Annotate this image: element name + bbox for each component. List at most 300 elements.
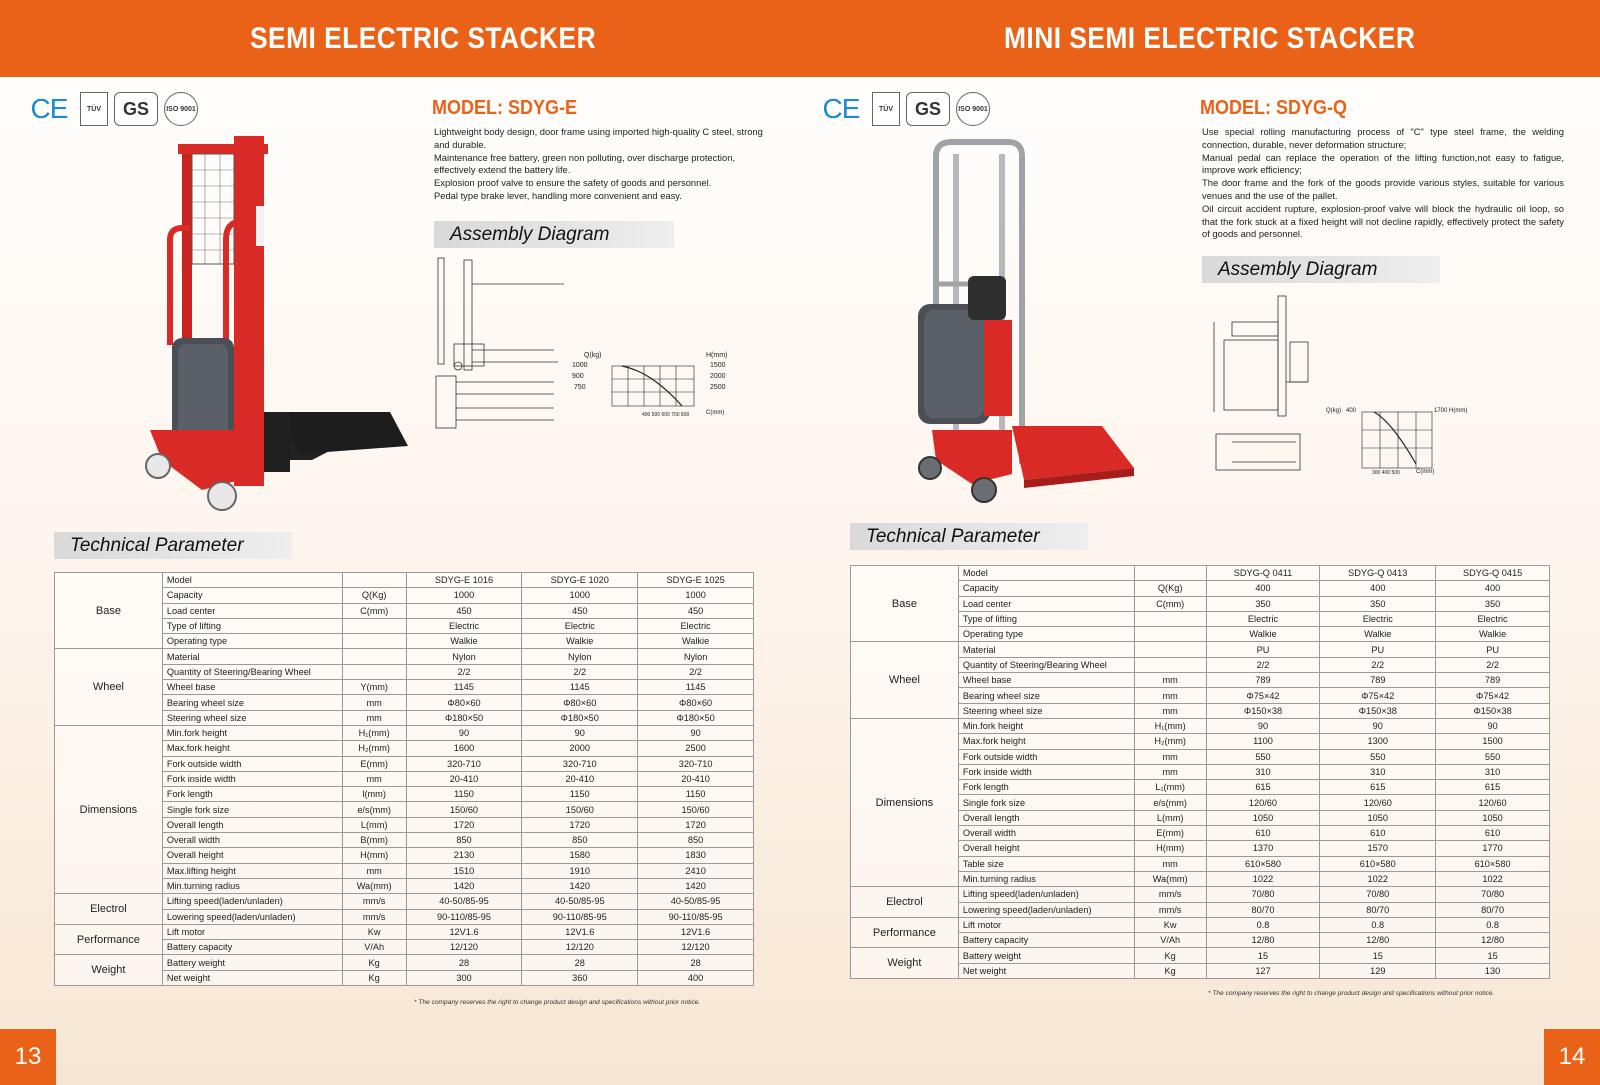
value-cell: 40-50/85-95	[638, 894, 754, 909]
value-cell: 550	[1436, 749, 1550, 764]
value-cell: 300	[406, 970, 522, 985]
value-cell: 350	[1436, 596, 1550, 611]
value-cell: 789	[1436, 673, 1550, 688]
unit-cell: mm/s	[342, 894, 406, 909]
value-cell: 1100	[1206, 734, 1320, 749]
load-chart-q-label: Q(kg)	[1326, 408, 1341, 414]
value-cell: 450	[522, 603, 638, 618]
value-cell: 90-110/85-95	[522, 909, 638, 924]
param-cell: Lowering speed(laden/unladen)	[958, 902, 1134, 917]
value-cell: 1420	[638, 878, 754, 893]
value-cell: 12V1.6	[406, 924, 522, 939]
value-cell: 1050	[1436, 810, 1550, 825]
tuv-mark-icon: TÜV	[80, 92, 108, 126]
unit-cell: Kg	[1134, 963, 1206, 978]
load-chart-q-label: Q(kg)	[584, 352, 602, 359]
value-cell: 70/80	[1320, 887, 1436, 902]
param-cell: Lowering speed(laden/unladen)	[162, 909, 342, 924]
value-cell: PU	[1320, 642, 1436, 657]
unit-cell: Kg	[1134, 948, 1206, 963]
value-cell: 310	[1320, 764, 1436, 779]
param-cell: Lift motor	[958, 917, 1134, 932]
param-cell: Fork inside width	[162, 771, 342, 786]
value-cell: 12/120	[406, 940, 522, 955]
unit-cell: Kg	[342, 955, 406, 970]
value-cell: Φ80×60	[406, 695, 522, 710]
param-cell: Fork outside width	[958, 749, 1134, 764]
unit-cell: Q(Kg)	[1134, 581, 1206, 596]
value-cell: SDYG-Q 0415	[1436, 566, 1550, 581]
value-cell: 1000	[638, 588, 754, 603]
param-cell: Battery capacity	[958, 933, 1134, 948]
description-line: Oil circuit accident rupture, explosion-proof valve will block the hydraulic oil loop, so that the fork stuck at a fixed height will not decline rapidly, effectively protect the safety of goods and personnel.	[1202, 202, 1564, 240]
right-cert-row	[816, 92, 990, 126]
value-cell: 320-710	[522, 756, 638, 771]
value-cell: Nylon	[406, 649, 522, 664]
value-cell: 2/2	[1320, 657, 1436, 672]
value-cell: 90-110/85-95	[638, 909, 754, 924]
value-cell: 1050	[1206, 810, 1320, 825]
value-cell: 129	[1320, 963, 1436, 978]
param-cell: Lift motor	[162, 924, 342, 939]
value-cell: 2/2	[638, 664, 754, 679]
group-cell: Dimensions	[851, 718, 959, 886]
value-cell: 70/80	[1436, 887, 1550, 902]
param-cell: Capacity	[958, 581, 1134, 596]
value-cell: 1145	[638, 680, 754, 695]
value-cell: 550	[1320, 749, 1436, 764]
unit-cell: mm	[342, 863, 406, 878]
left-assembly-diagram-label: Assembly Diagram	[434, 221, 674, 248]
param-cell: Capacity	[162, 588, 342, 603]
value-cell: 1022	[1206, 871, 1320, 886]
unit-cell: mm	[1134, 856, 1206, 871]
load-chart-h-label: 1700 H(mm)	[1434, 408, 1468, 414]
ce-mark-icon: CE	[30, 93, 68, 124]
group-cell: Base	[851, 566, 959, 642]
unit-cell	[1134, 657, 1206, 672]
value-cell: 120/60	[1436, 795, 1550, 810]
description-line: Manual pedal can replace the operation of the lifting function,not easy to fatigue, improve work efficiency;	[1202, 151, 1564, 176]
param-cell: Min.turning radius	[958, 871, 1134, 886]
param-cell: Single fork size	[162, 802, 342, 817]
param-cell: Overall height	[958, 841, 1134, 856]
unit-cell	[1134, 627, 1206, 642]
param-cell: Overall length	[162, 817, 342, 832]
value-cell: 1570	[1320, 841, 1436, 856]
value-cell: 1830	[638, 848, 754, 863]
value-cell: 1145	[406, 680, 522, 695]
table-row	[55, 725, 754, 740]
param-cell: Overall height	[162, 848, 342, 863]
value-cell: 610×580	[1206, 856, 1320, 871]
unit-cell: mm	[342, 710, 406, 725]
value-cell: 1720	[638, 817, 754, 832]
value-cell: 90	[1206, 718, 1320, 733]
param-cell: Model	[162, 573, 342, 588]
value-cell: Φ75×42	[1320, 688, 1436, 703]
value-cell: 90-110/85-95	[406, 909, 522, 924]
value-cell: 789	[1206, 673, 1320, 688]
value-cell: 450	[638, 603, 754, 618]
param-cell: Steering wheel size	[162, 710, 342, 725]
value-cell: 90	[406, 725, 522, 740]
value-cell: 400	[638, 970, 754, 985]
unit-cell: H₂(mm)	[1134, 734, 1206, 749]
param-cell: Min.turning radius	[162, 878, 342, 893]
value-cell: 615	[1320, 780, 1436, 795]
param-cell: Table size	[958, 856, 1134, 871]
param-cell: Battery capacity	[162, 940, 342, 955]
unit-cell: E(mm)	[1134, 826, 1206, 841]
value-cell: SDYG-E 1020	[522, 573, 638, 588]
right-load-chart	[1326, 404, 1468, 480]
unit-cell	[342, 664, 406, 679]
group-cell: Electrol	[55, 894, 163, 925]
param-cell: Quantity of Steering/Bearing Wheel	[162, 664, 342, 679]
value-cell: 20-410	[522, 771, 638, 786]
value-cell: PU	[1206, 642, 1320, 657]
param-cell: Single fork size	[958, 795, 1134, 810]
value-cell: 1022	[1320, 871, 1436, 886]
value-cell: 400	[1320, 581, 1436, 596]
param-cell: Type of lifting	[162, 618, 342, 633]
param-cell: Quantity of Steering/Bearing Wheel	[958, 657, 1134, 672]
value-cell: 80/70	[1206, 902, 1320, 917]
value-cell: 1370	[1206, 841, 1320, 856]
value-cell: 150/60	[522, 802, 638, 817]
value-cell: 1050	[1320, 810, 1436, 825]
param-cell: Fork length	[958, 780, 1134, 795]
right-assembly-diagram-label: Assembly Diagram	[1202, 256, 1440, 283]
value-cell: 150/60	[638, 802, 754, 817]
value-cell: 2/2	[522, 664, 638, 679]
value-cell: Electric	[1436, 611, 1550, 626]
value-cell: Electric	[638, 618, 754, 633]
group-cell: Electrol	[851, 887, 959, 918]
table-row	[851, 718, 1550, 733]
value-cell: 1000	[406, 588, 522, 603]
value-cell: 0.8	[1436, 917, 1550, 932]
left-model-title: MODEL: SDYG-E	[432, 97, 578, 119]
table-row	[55, 924, 754, 939]
load-chart-c-label: C(mm)	[1416, 469, 1435, 475]
value-cell: 12/80	[1436, 933, 1550, 948]
unit-cell: l(mm)	[342, 787, 406, 802]
unit-cell: mm	[342, 771, 406, 786]
table-row	[55, 573, 754, 588]
value-cell: 1145	[522, 680, 638, 695]
value-cell: Walkie	[406, 634, 522, 649]
value-cell: 1770	[1436, 841, 1550, 856]
unit-cell: C(mm)	[342, 603, 406, 618]
group-cell: Performance	[55, 924, 163, 955]
value-cell: 400	[1206, 581, 1320, 596]
header-band	[0, 0, 1600, 77]
value-cell: 615	[1436, 780, 1550, 795]
unit-cell: H₁(mm)	[1134, 718, 1206, 733]
value-cell: 15	[1436, 948, 1550, 963]
unit-cell: mm	[1134, 688, 1206, 703]
param-cell: Model	[958, 566, 1134, 581]
value-cell: 610	[1206, 826, 1320, 841]
param-cell: Load center	[958, 596, 1134, 611]
table-row	[851, 642, 1550, 657]
value-cell: 850	[522, 833, 638, 848]
table-row	[55, 894, 754, 909]
value-cell: 90	[522, 725, 638, 740]
value-cell: Nylon	[638, 649, 754, 664]
value-cell: 80/70	[1436, 902, 1550, 917]
ce-mark-icon: CE	[822, 93, 860, 124]
load-chart-h-value: 2500	[710, 384, 726, 391]
param-cell: Type of lifting	[958, 611, 1134, 626]
load-chart-h-value: 1500	[710, 362, 726, 369]
left-footnote: * The company reserves the right to change product design and specifications without prior notice.	[414, 999, 701, 1006]
value-cell: 0.8	[1320, 917, 1436, 932]
value-cell: 310	[1206, 764, 1320, 779]
unit-cell: e/s(mm)	[342, 802, 406, 817]
group-cell: Weight	[851, 948, 959, 979]
value-cell: 40-50/85-95	[406, 894, 522, 909]
value-cell: Walkie	[1436, 627, 1550, 642]
param-cell: Fork inside width	[958, 764, 1134, 779]
value-cell: 28	[638, 955, 754, 970]
value-cell: 1600	[406, 741, 522, 756]
value-cell: 1000	[522, 588, 638, 603]
value-cell: 15	[1206, 948, 1320, 963]
load-chart-h-label: H(mm)	[706, 352, 728, 359]
unit-cell	[342, 634, 406, 649]
value-cell: 12/80	[1206, 933, 1320, 948]
right-technical-parameter-label: Technical Parameter	[850, 523, 1088, 550]
value-cell: 2410	[638, 863, 754, 878]
param-cell: Overall length	[958, 810, 1134, 825]
value-cell: 350	[1206, 596, 1320, 611]
unit-cell: H₁(mm)	[342, 725, 406, 740]
value-cell: 120/60	[1320, 795, 1436, 810]
unit-cell: H(mm)	[342, 848, 406, 863]
param-cell: Battery weight	[162, 955, 342, 970]
left-load-chart	[572, 352, 738, 422]
value-cell: Φ180×50	[406, 710, 522, 725]
value-cell: 12/120	[638, 940, 754, 955]
unit-cell: C(mm)	[1134, 596, 1206, 611]
table-row	[55, 649, 754, 664]
value-cell: Walkie	[522, 634, 638, 649]
value-cell: 610×580	[1436, 856, 1550, 871]
value-cell: 2130	[406, 848, 522, 863]
unit-cell	[1134, 566, 1206, 581]
value-cell: Φ80×60	[638, 695, 754, 710]
right-description	[1202, 126, 1564, 241]
value-cell: Φ75×42	[1206, 688, 1320, 703]
unit-cell: Kw	[1134, 917, 1206, 932]
description-line: Lightweight body design, door frame using imported high-quality C steel, strong and durable.	[434, 126, 763, 150]
description-line: Pedal type brake lever, handling more convenient and easy.	[434, 189, 682, 201]
value-cell: Electric	[1320, 611, 1436, 626]
unit-cell: L₁(mm)	[1134, 780, 1206, 795]
value-cell: Electric	[522, 618, 638, 633]
load-chart-q-value: 750	[574, 384, 586, 391]
value-cell: 610×580	[1320, 856, 1436, 871]
param-cell: Max.fork height	[958, 734, 1134, 749]
param-cell: Battery weight	[958, 948, 1134, 963]
group-cell: Performance	[851, 917, 959, 948]
param-cell: Steering wheel size	[958, 703, 1134, 718]
value-cell: 90	[1320, 718, 1436, 733]
left-spec-table	[54, 572, 754, 986]
value-cell: SDYG-Q 0413	[1320, 566, 1436, 581]
value-cell: 360	[522, 970, 638, 985]
param-cell: Operating type	[162, 634, 342, 649]
value-cell: 610	[1436, 826, 1550, 841]
param-cell: Net weight	[958, 963, 1134, 978]
right-model-title: MODEL: SDYG-Q	[1200, 97, 1348, 119]
iso-mark-icon: ISO 9001	[956, 92, 990, 126]
value-cell: 90	[1436, 718, 1550, 733]
mini-semi-electric-stacker-image	[912, 134, 1162, 514]
group-cell: Wheel	[851, 642, 959, 718]
value-cell: SDYG-E 1016	[406, 573, 522, 588]
value-cell: 1910	[522, 863, 638, 878]
unit-cell: H₂(mm)	[342, 741, 406, 756]
semi-electric-stacker-image	[130, 130, 420, 525]
value-cell: 789	[1320, 673, 1436, 688]
value-cell: PU	[1436, 642, 1550, 657]
value-cell: Nylon	[522, 649, 638, 664]
value-cell: 28	[406, 955, 522, 970]
left-page-title: SEMI ELECTRIC STACKER	[250, 22, 597, 55]
value-cell: Φ150×38	[1320, 703, 1436, 718]
value-cell: 1720	[406, 817, 522, 832]
value-cell: SDYG-Q 0411	[1206, 566, 1320, 581]
value-cell: Electric	[1206, 611, 1320, 626]
value-cell: Φ150×38	[1206, 703, 1320, 718]
param-cell: Min.fork height	[162, 725, 342, 740]
right-assembly-diagram	[1212, 292, 1322, 492]
table-row	[55, 955, 754, 970]
param-cell: Wheel base	[162, 680, 342, 695]
unit-cell: V/Ah	[1134, 933, 1206, 948]
param-cell: Fork outside width	[162, 756, 342, 771]
table-row	[851, 887, 1550, 902]
value-cell: 130	[1436, 963, 1550, 978]
left-technical-parameter-label: Technical Parameter	[54, 532, 292, 559]
load-chart-graph	[1326, 404, 1468, 480]
param-cell: Max.fork height	[162, 741, 342, 756]
value-cell: 2500	[638, 741, 754, 756]
description-line: Explosion proof valve to ensure the safety of goods and personnel.	[434, 177, 712, 189]
value-cell: 150/60	[406, 802, 522, 817]
unit-cell: Wa(mm)	[342, 878, 406, 893]
value-cell: 40-50/85-95	[522, 894, 638, 909]
value-cell: 70/80	[1206, 887, 1320, 902]
value-cell: 1420	[406, 878, 522, 893]
param-cell: Bearing wheel size	[162, 695, 342, 710]
param-cell: Overall width	[958, 826, 1134, 841]
value-cell: Walkie	[1206, 627, 1320, 642]
value-cell: 1300	[1320, 734, 1436, 749]
unit-cell: Y(mm)	[342, 680, 406, 695]
load-chart-c-ticks: 300 400 500	[1372, 470, 1400, 476]
value-cell: 15	[1320, 948, 1436, 963]
unit-cell	[342, 573, 406, 588]
unit-cell: mm	[1134, 703, 1206, 718]
value-cell: 850	[638, 833, 754, 848]
value-cell: 610	[1320, 826, 1436, 841]
group-cell: Weight	[55, 955, 163, 986]
unit-cell: L(mm)	[342, 817, 406, 832]
load-chart-q-value: 400	[1346, 408, 1357, 414]
value-cell: 850	[406, 833, 522, 848]
unit-cell: mm	[1134, 673, 1206, 688]
value-cell: SDYG-E 1025	[638, 573, 754, 588]
value-cell: Φ180×50	[522, 710, 638, 725]
param-cell: Operating type	[958, 627, 1134, 642]
unit-cell	[342, 618, 406, 633]
value-cell: Electric	[406, 618, 522, 633]
value-cell: 0.8	[1206, 917, 1320, 932]
value-cell: 400	[1436, 581, 1550, 596]
unit-cell: Kg	[342, 970, 406, 985]
unit-cell: mm/s	[1134, 887, 1206, 902]
value-cell: 320-710	[406, 756, 522, 771]
unit-cell: Q(Kg)	[342, 588, 406, 603]
value-cell: 20-410	[638, 771, 754, 786]
group-cell: Base	[55, 573, 163, 649]
value-cell: Walkie	[1320, 627, 1436, 642]
load-chart-q-value: 1000	[572, 362, 588, 369]
unit-cell: mm	[342, 695, 406, 710]
value-cell: 12V1.6	[638, 924, 754, 939]
right-footnote: * The company reserves the right to change product design and specifications without prior notice.	[1208, 990, 1495, 997]
param-cell: Bearing wheel size	[958, 688, 1134, 703]
param-cell: Min.fork height	[958, 718, 1134, 733]
unit-cell	[1134, 611, 1206, 626]
unit-cell: mm	[1134, 749, 1206, 764]
load-chart-q-value: 900	[572, 373, 584, 380]
page-number-right: 14	[1544, 1029, 1600, 1085]
unit-cell: Wa(mm)	[1134, 871, 1206, 886]
iso-mark-icon: ISO 9001	[164, 92, 198, 126]
value-cell: 120/60	[1206, 795, 1320, 810]
value-cell: 550	[1206, 749, 1320, 764]
unit-cell: e/s(mm)	[1134, 795, 1206, 810]
load-chart-h-value: 2000	[710, 373, 726, 380]
right-spec-table	[850, 565, 1550, 979]
value-cell: 450	[406, 603, 522, 618]
param-cell: Material	[958, 642, 1134, 657]
value-cell: 28	[522, 955, 638, 970]
gs-mark-icon: GS	[114, 92, 158, 126]
unit-cell: L(mm)	[1134, 810, 1206, 825]
value-cell: 12V1.6	[522, 924, 638, 939]
group-cell: Dimensions	[55, 725, 163, 893]
param-cell: Wheel base	[958, 673, 1134, 688]
unit-cell: mm/s	[342, 909, 406, 924]
table-row	[851, 948, 1550, 963]
unit-cell: B(mm)	[342, 833, 406, 848]
value-cell: 1510	[406, 863, 522, 878]
table-row	[851, 566, 1550, 581]
table-row	[851, 917, 1550, 932]
tuv-mark-icon: TÜV	[872, 92, 900, 126]
unit-cell: V/Ah	[342, 940, 406, 955]
right-page-title: MINI SEMI ELECTRIC STACKER	[1004, 22, 1416, 55]
gs-mark-icon: GS	[906, 92, 950, 126]
param-cell: Max.lifting height	[162, 863, 342, 878]
